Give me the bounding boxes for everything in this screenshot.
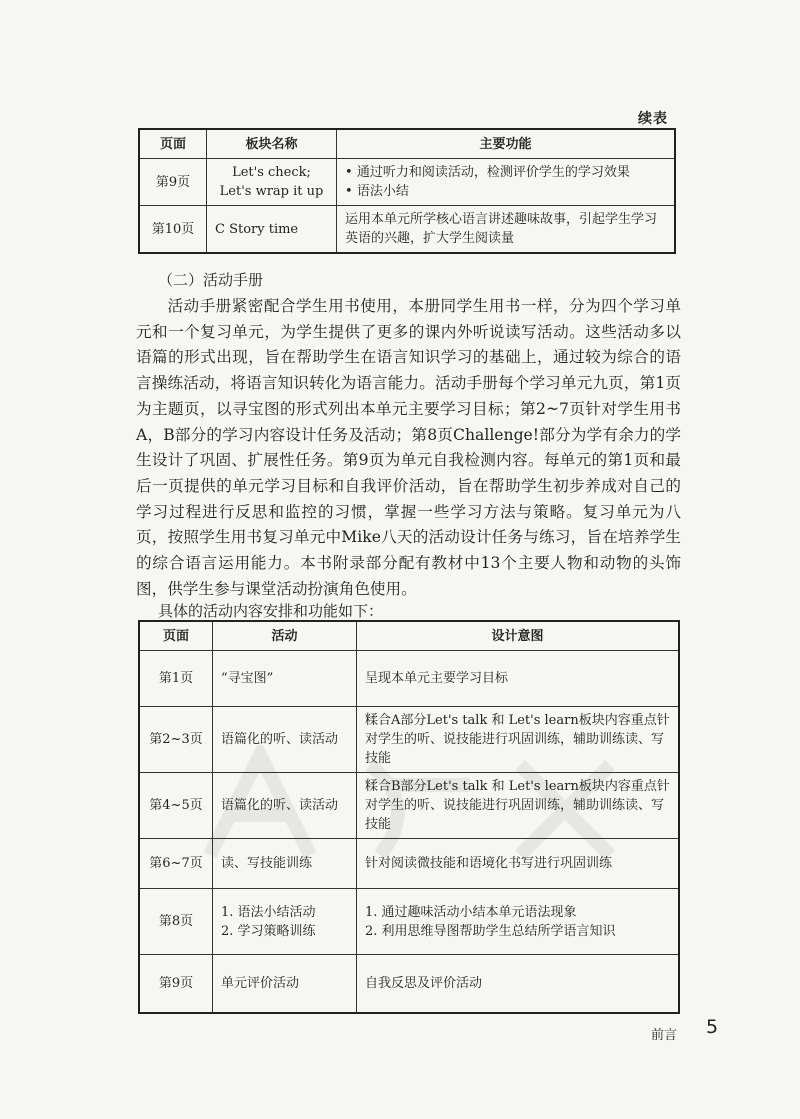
section-cell — [207, 159, 337, 206]
list-item: • 通过听力和阅读活动，检测评价学生的学习效果 — [345, 163, 666, 182]
function-cell — [337, 159, 676, 206]
activity-line: 2. 学习策略训练 — [221, 923, 316, 939]
activity-cell: “寻宝图” — [213, 651, 357, 707]
table-row — [139, 651, 679, 707]
page-cell: 第9页 — [139, 159, 207, 206]
activity-cell: 单元评价活动 — [213, 955, 357, 1013]
table-header-row — [139, 129, 675, 159]
table-row — [139, 889, 679, 955]
section-line: Let's check; — [232, 165, 311, 180]
table-row — [139, 955, 679, 1013]
section-line: Let's wrap it up — [219, 184, 324, 199]
table-header-row — [139, 621, 679, 651]
table-row — [139, 159, 675, 206]
intent-line: 1. 通过趣味活动小结本单元语法现象 — [365, 904, 577, 920]
intent-cell: 糅合A部分Let's talk 和 Let's learn板块内容重点针对学生的听、说技能进行巩固训练，辅助训练读、写技能 — [357, 707, 680, 773]
activity-cell: 语篇化的听、读活动 — [213, 707, 357, 773]
activities-table — [138, 620, 680, 1014]
page-number: 5 — [706, 1016, 719, 1038]
function-cell: 运用本单元所学核心语言讲述趣味故事，引起学生学习英语的兴趣，扩大学生阅读量 — [337, 206, 676, 254]
intro-line: 具体的活动内容安排和功能如下： — [158, 602, 384, 620]
footer-label: 前言 — [651, 1028, 678, 1043]
list-item: • 语法小结 — [345, 182, 666, 201]
activity-cell: 语篇化的听、读活动 — [213, 773, 357, 839]
page-cell: 第2~3页 — [139, 707, 213, 773]
table-row — [139, 206, 675, 254]
intent-cell: 呈现本单元主要学习目标 — [357, 651, 680, 707]
page-cell: 第4~5页 — [139, 773, 213, 839]
intent-cell: 自我反思及评价活动 — [357, 955, 680, 1013]
page-cell: 第10页 — [139, 206, 207, 254]
column-header: 主要功能 — [337, 129, 676, 159]
column-header: 活动 — [213, 621, 357, 651]
page-cell: 第9页 — [139, 955, 213, 1013]
function-list — [345, 163, 666, 201]
intent-cell: 糅合B部分Let's talk 和 Let's learn板块内容重点针对学生的听、说技能进行巩固训练，辅助训练读、写技能 — [357, 773, 680, 839]
page-cell: 第8页 — [139, 889, 213, 955]
intent-cell — [357, 889, 680, 955]
intent-cell: 针对阅读微技能和语境化书写进行巩固训练 — [357, 839, 680, 889]
column-header: 设计意图 — [357, 621, 680, 651]
activity-line: 1. 语法小结活动 — [221, 904, 316, 920]
body-paragraph — [136, 294, 681, 602]
activity-cell: 读、写技能训练 — [213, 839, 357, 889]
body-text: 活动手册紧密配合学生用书使用，本册同学生用书一样，分为四个学习单元和一个复习单元，为学生提供了更多的课内外听说读写活动。这些活动多以语篇的形式出现，旨在帮助学生在语言知识学习的基础上，通过较为综合的语言操练活动，将语言知识转化为语言能力。活动手册每个学习单元九页，第1页为主题页，以寻宝图的形式列出本单元主要学习目标；第2~7页针对学生用书A，B部分的学习内容设计任务及活动；第8页Challenge!部分为学有余力的学生设计了巩固、扩展性任务。第9页为单元自我检测内容。每单元的第1页和最后一页提供的单元学习目标和自我评价活动，旨在帮助学生初步养成对自己的学习过程进行反思和监控的习惯，掌握一些学习方法与策略。复习单元为八页，按照学生用书复习单元中Mike八天的活动设计任务与练习，旨在培养学生的综合语言运用能力。本书附录部分配有教材中13个主要人物和动物的头饰图，供学生参与课堂活动扮演角色使用。 — [136, 297, 681, 598]
column-header: 板块名称 — [207, 129, 337, 159]
page-cell: 第6~7页 — [139, 839, 213, 889]
column-header: 页面 — [139, 129, 207, 159]
intent-line: 2. 利用思维导图帮助学生总结所学语言知识 — [365, 923, 616, 939]
table-row — [139, 773, 679, 839]
continued-label: 续表 — [638, 111, 668, 127]
column-header: 页面 — [139, 621, 213, 651]
page-cell: 第1页 — [139, 651, 213, 707]
table-row — [139, 707, 679, 773]
section-heading: （二）活动手册 — [158, 271, 264, 289]
table-row — [139, 839, 679, 889]
sections-table — [138, 128, 676, 254]
activity-cell — [213, 889, 357, 955]
section-cell: C Story time — [207, 206, 337, 254]
